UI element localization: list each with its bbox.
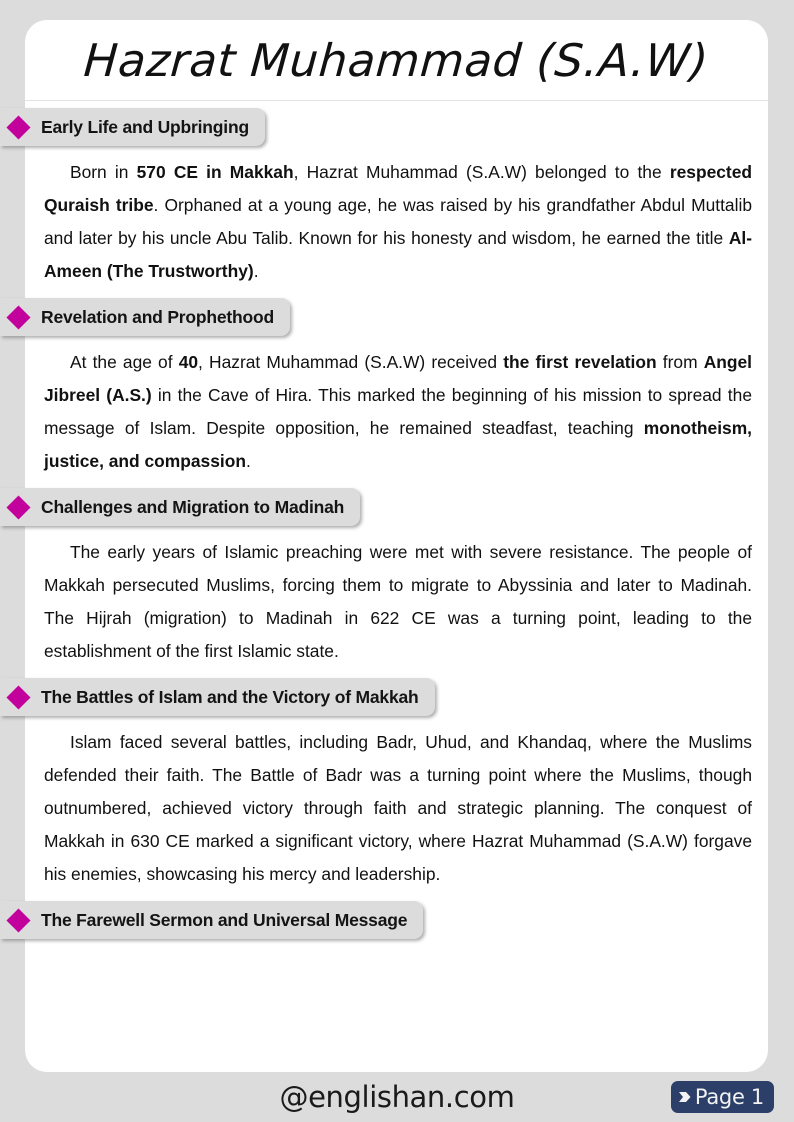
section-heading <box>0 678 794 716</box>
section-heading-label: The Battles of Islam and the Victory of Makkah <box>41 686 419 707</box>
diamond-icon <box>6 685 30 709</box>
diamond-icon <box>6 305 30 329</box>
section-body-text: Born in 570 CE in Makkah, Hazrat Muhammad (S.A.W) belonged to the respected Quraish tribe. Orphaned at a young age, he was raised by his grandfather Abdul Muttalib and later by his uncle Abu Talib. Known for his honesty and wisdom, he earned the title Al-Ameen (The Trustworthy). <box>44 162 753 281</box>
diamond-icon <box>6 115 30 139</box>
page-number-label: Page 1 <box>694 1085 764 1109</box>
section-body-text: Islam faced several battles, including Badr, Uhud, and Khandaq, where the Muslims defended their faith. The Battle of Badr was a turning point where the Muslims, though outnumbered, achieved victory through faith and strategic planning. The conquest of Makkah in 630 CE marked a significant victory, where Hazrat Muhammad (S.A.W) forgave his enemies, showcasing his mercy and leadership. <box>44 732 752 884</box>
section-heading-tab <box>0 901 423 939</box>
section-heading-tab <box>0 298 290 336</box>
sections-container <box>0 108 794 955</box>
section-heading-label: The Farewell Sermon and Universal Message <box>41 909 408 930</box>
section-heading-tab <box>0 488 360 526</box>
section-body-text: At the age of 40, Hazrat Muhammad (S.A.W) received the first revelation from Angel Jibreel (A.S.) in the Cave of Hira. This marked the beginning of his mission to spread the message of Islam. Despite opposition, he remained steadfast, teaching monotheism, justice, and compassion. <box>44 352 753 471</box>
section-heading-label: Early Life and Upbringing <box>41 116 249 137</box>
section-body-text: The early years of Islamic preaching were met with severe resistance. The people of Makkah persecuted Muslims, forcing them to migrate to Abyssinia and later to Madinah. The Hijrah (migration) to Madinah in 622 CE was a turning point, leading to the establishment of the first Islamic state. <box>44 542 752 661</box>
section-heading <box>0 298 794 336</box>
site-handle: @englishan.com <box>279 1080 515 1114</box>
section-heading <box>0 108 794 146</box>
section-heading-tab <box>0 108 265 146</box>
section-heading <box>0 488 794 526</box>
title-divider <box>25 100 768 101</box>
section-heading <box>0 901 794 939</box>
page-title: Hazrat Muhammad (S.A.W) <box>82 33 711 87</box>
page-footer <box>0 1072 794 1122</box>
section-heading-tab <box>0 678 435 716</box>
section-heading-label: Challenges and Migration to Madinah <box>41 496 345 517</box>
section-heading-label: Revelation and Prophethood <box>41 306 275 327</box>
arrow-right-icon <box>677 1089 693 1105</box>
section-spacer <box>0 949 794 955</box>
document-title-block <box>25 20 768 100</box>
diamond-icon <box>6 908 30 932</box>
diamond-icon <box>6 495 30 519</box>
page-number-badge <box>671 1081 774 1113</box>
